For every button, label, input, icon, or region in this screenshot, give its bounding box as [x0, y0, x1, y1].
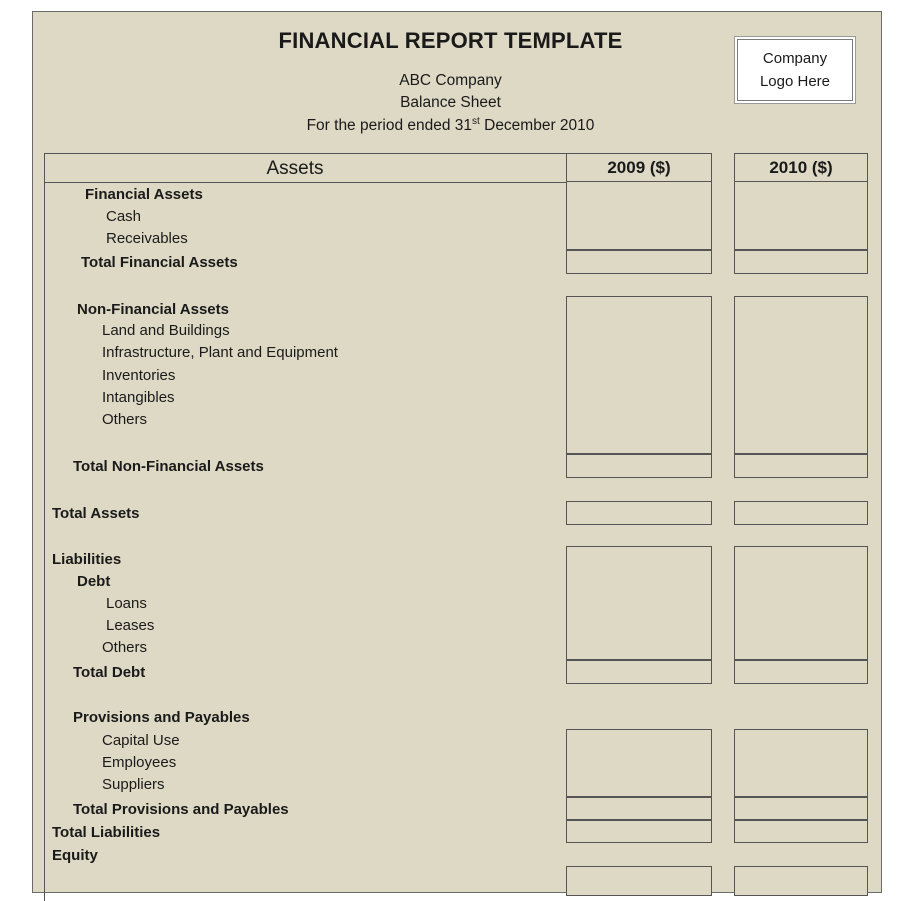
box-2010-total-provisions[interactable] [734, 797, 868, 820]
row-label: Total Provisions and Payables [73, 801, 289, 818]
row-label: Liabilities [52, 551, 122, 568]
box-2010-total-assets[interactable] [734, 501, 868, 525]
row-label: Land and Buildings [102, 322, 230, 339]
box-2009-provisions[interactable] [566, 729, 712, 797]
row-label: Leases [106, 617, 155, 634]
row-label: Infrastructure, Plant and Equipment [102, 344, 338, 361]
row-label: Equity [52, 847, 98, 864]
row-label: Debt [77, 573, 111, 590]
statement-name: Balance Sheet [400, 94, 501, 111]
year-2009-header: 2009 ($) [566, 153, 712, 183]
row-label: Total Liabilities [52, 824, 161, 841]
year-2010-header: 2010 ($) [734, 153, 868, 183]
company-logo-placeholder [737, 39, 853, 101]
row-label: Inventories [102, 367, 176, 384]
logo-line-2: Logo Here [759, 73, 831, 90]
row-label: Suppliers [102, 776, 165, 793]
box-2010-equity[interactable] [734, 866, 868, 896]
box-2009-total-provisions[interactable] [566, 797, 712, 820]
box-2009-total-debt[interactable] [566, 660, 712, 684]
period-rest: December 2010 [479, 117, 595, 135]
table-left-border [44, 181, 45, 901]
row-label: Financial Assets [85, 186, 203, 203]
row-label: Cash [106, 208, 142, 225]
assets-header-label: Assets [266, 158, 324, 179]
row-label: Total Assets [52, 505, 140, 522]
company-name: ABC Company [399, 72, 502, 89]
box-2010-total-liabilities[interactable] [734, 820, 868, 843]
box-2010-total-financial[interactable] [734, 250, 868, 274]
box-2009-debt[interactable] [566, 546, 712, 660]
box-2009-equity[interactable] [566, 866, 712, 896]
box-2010-nonfinancial[interactable] [734, 296, 868, 454]
row-label: Others [102, 639, 148, 656]
box-2009-total-financial[interactable] [566, 250, 712, 274]
row-label: Capital Use [102, 732, 180, 749]
period-prefix: For the period ended 31 [306, 117, 473, 135]
box-2010-total-nonfinancial[interactable] [734, 454, 868, 478]
report-sheet [32, 11, 882, 893]
row-label: Provisions and Payables [73, 709, 250, 726]
logo-line-1: Company [762, 50, 828, 67]
box-2009-total-nonfinancial[interactable] [566, 454, 712, 478]
report-title: FINANCIAL REPORT TEMPLATE [278, 28, 623, 53]
box-2009-financial[interactable] [566, 181, 712, 250]
box-2010-financial[interactable] [734, 181, 868, 250]
box-2009-nonfinancial[interactable] [566, 296, 712, 454]
box-2010-total-debt[interactable] [734, 660, 868, 684]
row-label: Loans [106, 595, 147, 612]
row-label: Receivables [106, 230, 188, 247]
assets-header [44, 153, 567, 183]
row-label: Intangibles [102, 389, 175, 406]
row-label: Total Financial Assets [81, 254, 238, 271]
row-label: Non-Financial Assets [77, 301, 229, 318]
row-label: Employees [102, 754, 177, 771]
row-label: Total Non-Financial Assets [73, 458, 264, 475]
period-suffix: st [472, 116, 480, 127]
box-2010-provisions[interactable] [734, 729, 868, 797]
row-label: Others [102, 411, 148, 428]
box-2009-total-assets[interactable] [566, 501, 712, 525]
box-2010-debt[interactable] [734, 546, 868, 660]
row-label: Total Debt [73, 664, 146, 681]
period-line [33, 116, 868, 135]
box-2009-total-liabilities[interactable] [566, 820, 712, 843]
